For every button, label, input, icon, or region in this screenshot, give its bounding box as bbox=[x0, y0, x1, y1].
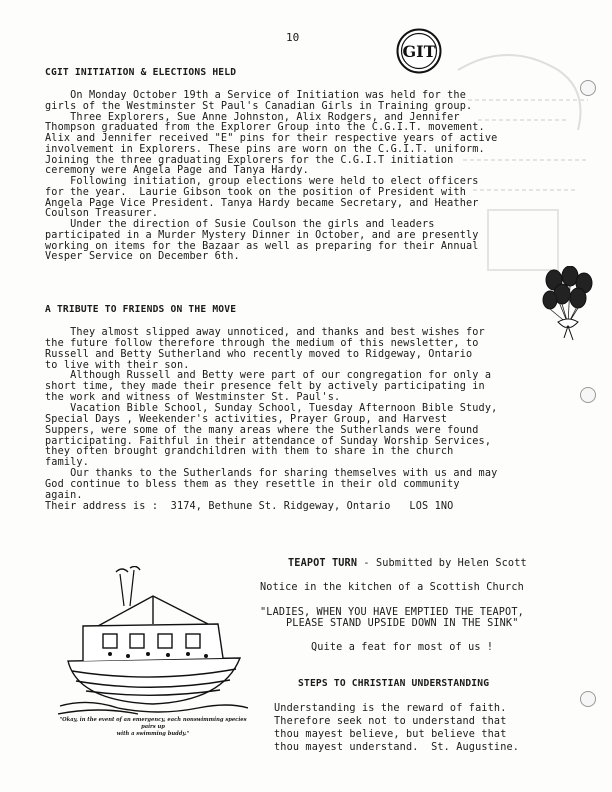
cgit-article-line: Angela Page Vice President. Tanya Hardy became Secretary, and Heather bbox=[45, 197, 479, 209]
cgit-article-line: for the year. Laurie Gibson took on the position of President with bbox=[45, 186, 466, 198]
watermark-illustration bbox=[448, 40, 598, 300]
binder-hole-top bbox=[580, 80, 596, 96]
cartoon-caption-line2: with a swimming buddy." bbox=[116, 731, 190, 737]
cgit-article-line: Coulson Treasurer. bbox=[45, 208, 159, 220]
page-number: 10 bbox=[286, 31, 300, 44]
tribute-article-line: the future follow therefore through the medium of this newsletter, to bbox=[45, 337, 479, 349]
tribute-article-line: Special Days , Weekender's activities, Prayer Group, and Harvest bbox=[45, 413, 448, 425]
cgit-article-line: Joining the three graduating Explorers for the C.G.I.T initiation bbox=[45, 154, 454, 166]
teapot-closing: Quite a feat for most of us ! bbox=[311, 642, 494, 653]
tribute-article-line: Although Russell and Betty were part of our congregation for only a bbox=[45, 370, 492, 382]
tribute-article-line: the work and witness of Westminster St. Paul's. bbox=[45, 392, 341, 404]
cgit-article-line: girls of the Westminster St Paul's Canadian Girls in Training group. bbox=[45, 100, 473, 112]
tribute-article-line: family. bbox=[45, 457, 89, 469]
teapot-heading: TEAPOT TURN bbox=[288, 558, 358, 569]
cgit-logo bbox=[396, 28, 442, 74]
cgit-article-line: involvement in Explorers. These pins are worn on the C.G.I.T. uniform. bbox=[45, 143, 485, 155]
teapot-heading-line bbox=[288, 558, 527, 569]
tribute-article-line: They almost slipped away unnoticed, and thanks and best wishes for bbox=[45, 327, 485, 338]
steps-quote-line: thou mayest understand. St. Augustine. bbox=[274, 742, 520, 753]
teapot-notice-line2: PLEASE STAND UPSIDE DOWN IN THE SINK" bbox=[286, 618, 519, 629]
steps-heading: STEPS TO CHRISTIAN UNDERSTANDING bbox=[298, 678, 490, 689]
tribute-article-line: again. bbox=[45, 489, 83, 501]
tribute-article-line: God continue to bless them as they resettle in their old community bbox=[45, 478, 460, 490]
tribute-article-line: short time, they made their presence felt by actively participating in bbox=[45, 381, 485, 393]
tribute-article-line: Suppers, were some of the many areas where the Sutherlands were found bbox=[45, 424, 479, 436]
tribute-article-line: Their address is : 3174, Bethune St. Ridgeway, Ontario LOS 1NO bbox=[45, 500, 454, 512]
cgit-article-line: On Monday October 19th a Service of Initiation was held for the bbox=[45, 90, 466, 101]
steps-quote-line: thou mayest believe, but believe that bbox=[274, 729, 507, 740]
teapot-intro: Notice in the kitchen of a Scottish Church bbox=[260, 582, 524, 593]
cgit-article-line: Following initiation, group elections were held to elect officers bbox=[45, 176, 479, 187]
cgit-article-line: Alix and Jennifer received "E" pins for their respective years of active bbox=[45, 133, 498, 144]
tribute-article-line: Russell and Betty Sutherland who recently moved to Ridgeway, Ontario bbox=[45, 348, 473, 360]
tribute-heading: A TRIBUTE TO FRIENDS ON THE MOVE bbox=[45, 304, 237, 315]
noahs-ark-cartoon bbox=[58, 566, 248, 716]
cgit-article-line: ceremony were Angela Page and Tanya Hardy. bbox=[45, 165, 309, 177]
tribute-article-line: participating. Faithful in their attendance of Sunday Worship Services, bbox=[45, 435, 492, 447]
cgit-article-line: Thompson graduated from the Explorer Group into the C.G.I.T. movement. bbox=[45, 122, 485, 134]
cartoon-caption-line1: "Okay, in the event of an emergency, each nonswimming species pairs up bbox=[59, 717, 247, 730]
steps-quote-line: Therefore seek not to understand that bbox=[274, 716, 507, 727]
teapot-notice-line1: "LADIES, WHEN YOU HAVE EMPTIED THE TEAPOT, bbox=[260, 607, 524, 618]
binder-hole-bottom bbox=[580, 691, 596, 707]
cgit-article-line: participated in a Murder Mystery Dinner in October, and are presently bbox=[45, 229, 479, 241]
tribute-article-line: to live with their son. bbox=[45, 359, 190, 371]
binder-hole-middle bbox=[580, 387, 596, 403]
tribute-article-line: Vacation Bible School, Sunday School, Tuesday Afternoon Bible Study, bbox=[45, 402, 498, 414]
cgit-article-line: Under the direction of Susie Coulson the girls and leaders bbox=[45, 219, 435, 230]
tribute-article-line: Our thanks to the Sutherlands for sharing themselves with us and may bbox=[45, 468, 498, 480]
teapot-byline: - Submitted by Helen Scott bbox=[357, 558, 527, 569]
steps-quote-line: Understanding is the reward of faith. bbox=[274, 703, 507, 714]
cgit-article-line: Vesper Service on December 6th. bbox=[45, 251, 240, 263]
cgit-heading: CGIT INITIATION & ELECTIONS HELD bbox=[45, 67, 237, 78]
tribute-article-line: they often brought grandchildren with them to share in the church bbox=[45, 446, 454, 458]
svg-text:GIT: GIT bbox=[402, 42, 436, 61]
balloons-illustration bbox=[540, 266, 596, 342]
cgit-article-line: Three Explorers, Sue Anne Johnston, Alix Rodgers, and Jennifer bbox=[45, 111, 460, 123]
cgit-article-line: working on items for the Bazaar as well as preparing for their Annual bbox=[45, 240, 479, 252]
cartoon-caption bbox=[58, 717, 248, 738]
